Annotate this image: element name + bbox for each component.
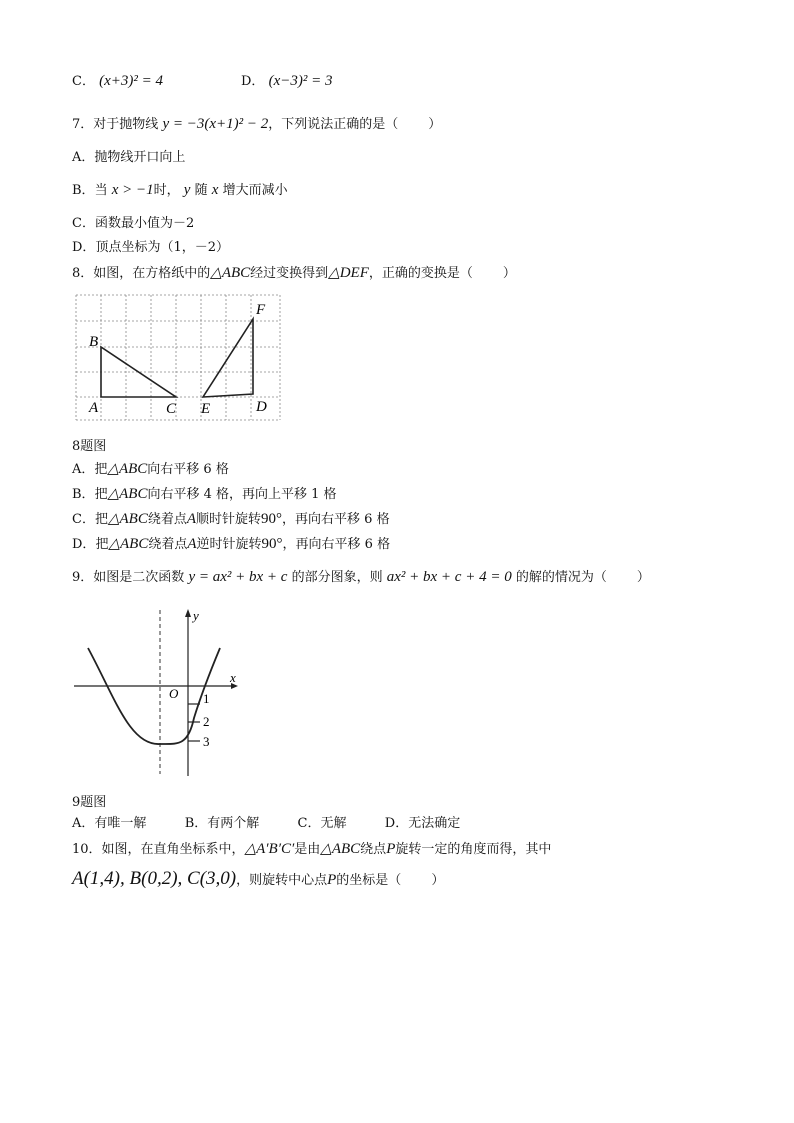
q8-grid (76, 295, 280, 420)
q8-label-a: A (89, 400, 99, 416)
q8-option-b (72, 485, 337, 504)
q8-option-c-tri: △ABC (107, 511, 148, 527)
q10-tri2: △ABC (320, 841, 361, 857)
q9-option-d (385, 816, 460, 831)
q8-option-d-label: D． (72, 537, 96, 552)
q9-label-y: y (193, 608, 199, 623)
q10-stem (72, 840, 551, 859)
q9-parabola (88, 648, 220, 744)
q8-option-b-pre: 把 (94, 487, 108, 502)
q9-figure (70, 600, 250, 780)
q8-option-c-mid2: 顺时针旋转 (196, 512, 262, 527)
q7-option-b-mid2: 随 (194, 183, 208, 198)
q10-stem-pre: 如图，在直角坐标系中， (101, 842, 245, 857)
q9-options (72, 815, 460, 833)
q8-option-a-tri: △ABC (107, 461, 148, 477)
q9-stem-mid: 的部分图象，则 (291, 570, 383, 585)
q7-option-b (72, 181, 288, 200)
q8-option-c-pt: A (186, 511, 197, 527)
q8-option-a-pre: 把 (94, 462, 108, 477)
q9-option-a-text: 有唯一解 (94, 816, 147, 831)
q10-tri1: △A′B′C′ (244, 841, 295, 857)
q6-option-c-label: C． (72, 74, 95, 89)
q10-stem-mid: 是由 (294, 842, 321, 857)
q8-option-a-label: A． (72, 462, 95, 477)
q7-stem (72, 115, 441, 134)
q9-formula: y = ax² + bx + c (188, 569, 288, 585)
q8-label-f: F (256, 302, 266, 318)
q9-option-b-label: B． (184, 816, 208, 831)
q9-option-b (185, 816, 260, 831)
q9-close: ） (636, 570, 650, 585)
q8-stem-post: ，正确的变换是（ (368, 266, 473, 281)
q9-equation: ax² + bx + c + 4 = 0 (386, 569, 512, 585)
q8-option-c-deg: 90° (261, 511, 283, 527)
q8-stem (72, 264, 516, 283)
q8-option-a-post: 向右平移 6 格 (147, 462, 229, 477)
q9-option-c-text: 无解 (320, 816, 347, 831)
q8-option-d-pre: 把 (95, 537, 109, 552)
q9-option-a (72, 816, 146, 831)
q10-number: 10． (72, 842, 102, 857)
q7-option-c-label: C． (72, 216, 95, 231)
q8-close: ） (502, 266, 516, 281)
q7-option-b-mid: 时， (153, 183, 180, 198)
q7-option-c-text: 函数最小值为－2 (94, 216, 195, 231)
q8-option-d-post: ，再向右平移 6 格 (282, 537, 391, 552)
q10-close: ） (431, 873, 445, 888)
q8-label-e: E (201, 401, 211, 417)
q7-option-b-label: B． (72, 183, 95, 198)
q7-option-d (72, 239, 229, 257)
q9-label-2: 2 (203, 714, 210, 729)
q10-stem-line2 (72, 870, 444, 890)
q8-option-c-mid: 绕着点 (147, 512, 187, 527)
q8-option-d-mid: 绕着点 (148, 537, 188, 552)
q8-label-b: B (89, 334, 99, 350)
q8-option-d-deg: 90° (261, 536, 283, 552)
q7-option-a-text: 抛物线开口向上 (94, 150, 186, 165)
q8-option-c-pre: 把 (94, 512, 108, 527)
q8-caption: 8题图 (72, 439, 107, 454)
q8-figure (70, 290, 285, 425)
q9-option-c (298, 816, 347, 831)
q7-option-b-x: x (211, 182, 219, 198)
q8-number: 8． (72, 266, 94, 281)
q9-stem (72, 568, 650, 587)
q10-line2-post: ，则旋转中心点 (236, 873, 328, 888)
q8-option-a (72, 460, 229, 479)
q9-option-d-label: D． (384, 816, 409, 831)
q10-pt: P (386, 841, 396, 857)
q6-option-d-label: D． (241, 74, 265, 89)
q8-option-b-tri: △ABC (107, 486, 148, 502)
q9-option-a-label: A． (72, 816, 95, 831)
q6-option-d (241, 72, 332, 91)
q8-label-d: D (256, 399, 267, 415)
q7-option-a (72, 149, 185, 167)
q7-option-d-text: 顶点坐标为（1，－2） (95, 240, 229, 255)
q6-option-d-expr: (x−3)² = 3 (268, 73, 333, 89)
q8-option-b-label: B． (72, 487, 95, 502)
q7-option-b-pre: 当 (94, 183, 108, 198)
q7-close: ） (428, 117, 442, 132)
q8-option-d (72, 535, 390, 554)
q10-stem-post: 旋转一定的角度而得，其中 (395, 842, 552, 857)
q10-stem-mid2: 绕点 (360, 842, 387, 857)
q7-formula: y = −3(x+1)² − 2 (162, 116, 269, 132)
q9-label-x: x (230, 670, 236, 685)
q7-option-b-cond: x > −1 (111, 182, 154, 198)
q7-stem-post: ，下列说法正确的是（ (268, 117, 399, 132)
q8-option-b-post: 向右平移 4 格，再向上平移 1 格 (147, 487, 337, 502)
q10-coords: A(1,4), B(0,2), C(3,0) (72, 868, 237, 889)
q8-option-d-tri: △ABC (108, 536, 149, 552)
q8-stem-mid: 经过变换得到 (250, 266, 329, 281)
q9-label-1: 1 (203, 691, 210, 706)
q7-number: 7． (72, 117, 94, 132)
q10-line2-end: 的坐标是（ (336, 873, 402, 888)
q7-option-a-label: A． (72, 150, 95, 165)
q9-caption: 9题图 (72, 795, 107, 810)
q7-option-c (72, 215, 194, 233)
q9-stem-pre: 如图是二次函数 (93, 570, 185, 585)
q10-pt2: P (327, 872, 337, 888)
q9-option-c-label: C． (297, 816, 321, 831)
q8-tri2: △DEF (328, 265, 369, 281)
q8-label-c: C (166, 401, 177, 417)
q8-stem-pre: 如图，在方格纸中的 (93, 266, 211, 281)
q9-option-d-text: 无法确定 (408, 816, 461, 831)
q8-option-c-post: ，再向右平移 6 格 (282, 512, 390, 527)
q6-option-c (72, 72, 163, 91)
q7-stem-pre: 对于抛物线 (93, 117, 159, 132)
q8-tri1: △ABC (210, 265, 251, 281)
q9-number: 9． (72, 570, 94, 585)
q9-stem-post: 的解的情况为（ (515, 570, 607, 585)
q9-label-3: 3 (203, 734, 210, 749)
q8-option-d-mid2: 逆时针旋转 (196, 537, 262, 552)
q9-y-arrow (185, 609, 191, 617)
q8-option-d-pt: A (187, 536, 197, 552)
q7-option-b-y: y (183, 182, 191, 198)
q8-triangle-def (203, 319, 253, 397)
q8-option-c (72, 510, 390, 529)
q9-option-b-text: 有两个解 (207, 816, 260, 831)
q7-option-d-label: D． (72, 240, 96, 255)
q9-label-o: O (169, 686, 179, 701)
q6-option-c-expr: (x+3)² = 4 (99, 73, 163, 89)
q7-option-b-post: 增大而减小 (222, 183, 288, 198)
q8-option-c-label: C． (72, 512, 95, 527)
